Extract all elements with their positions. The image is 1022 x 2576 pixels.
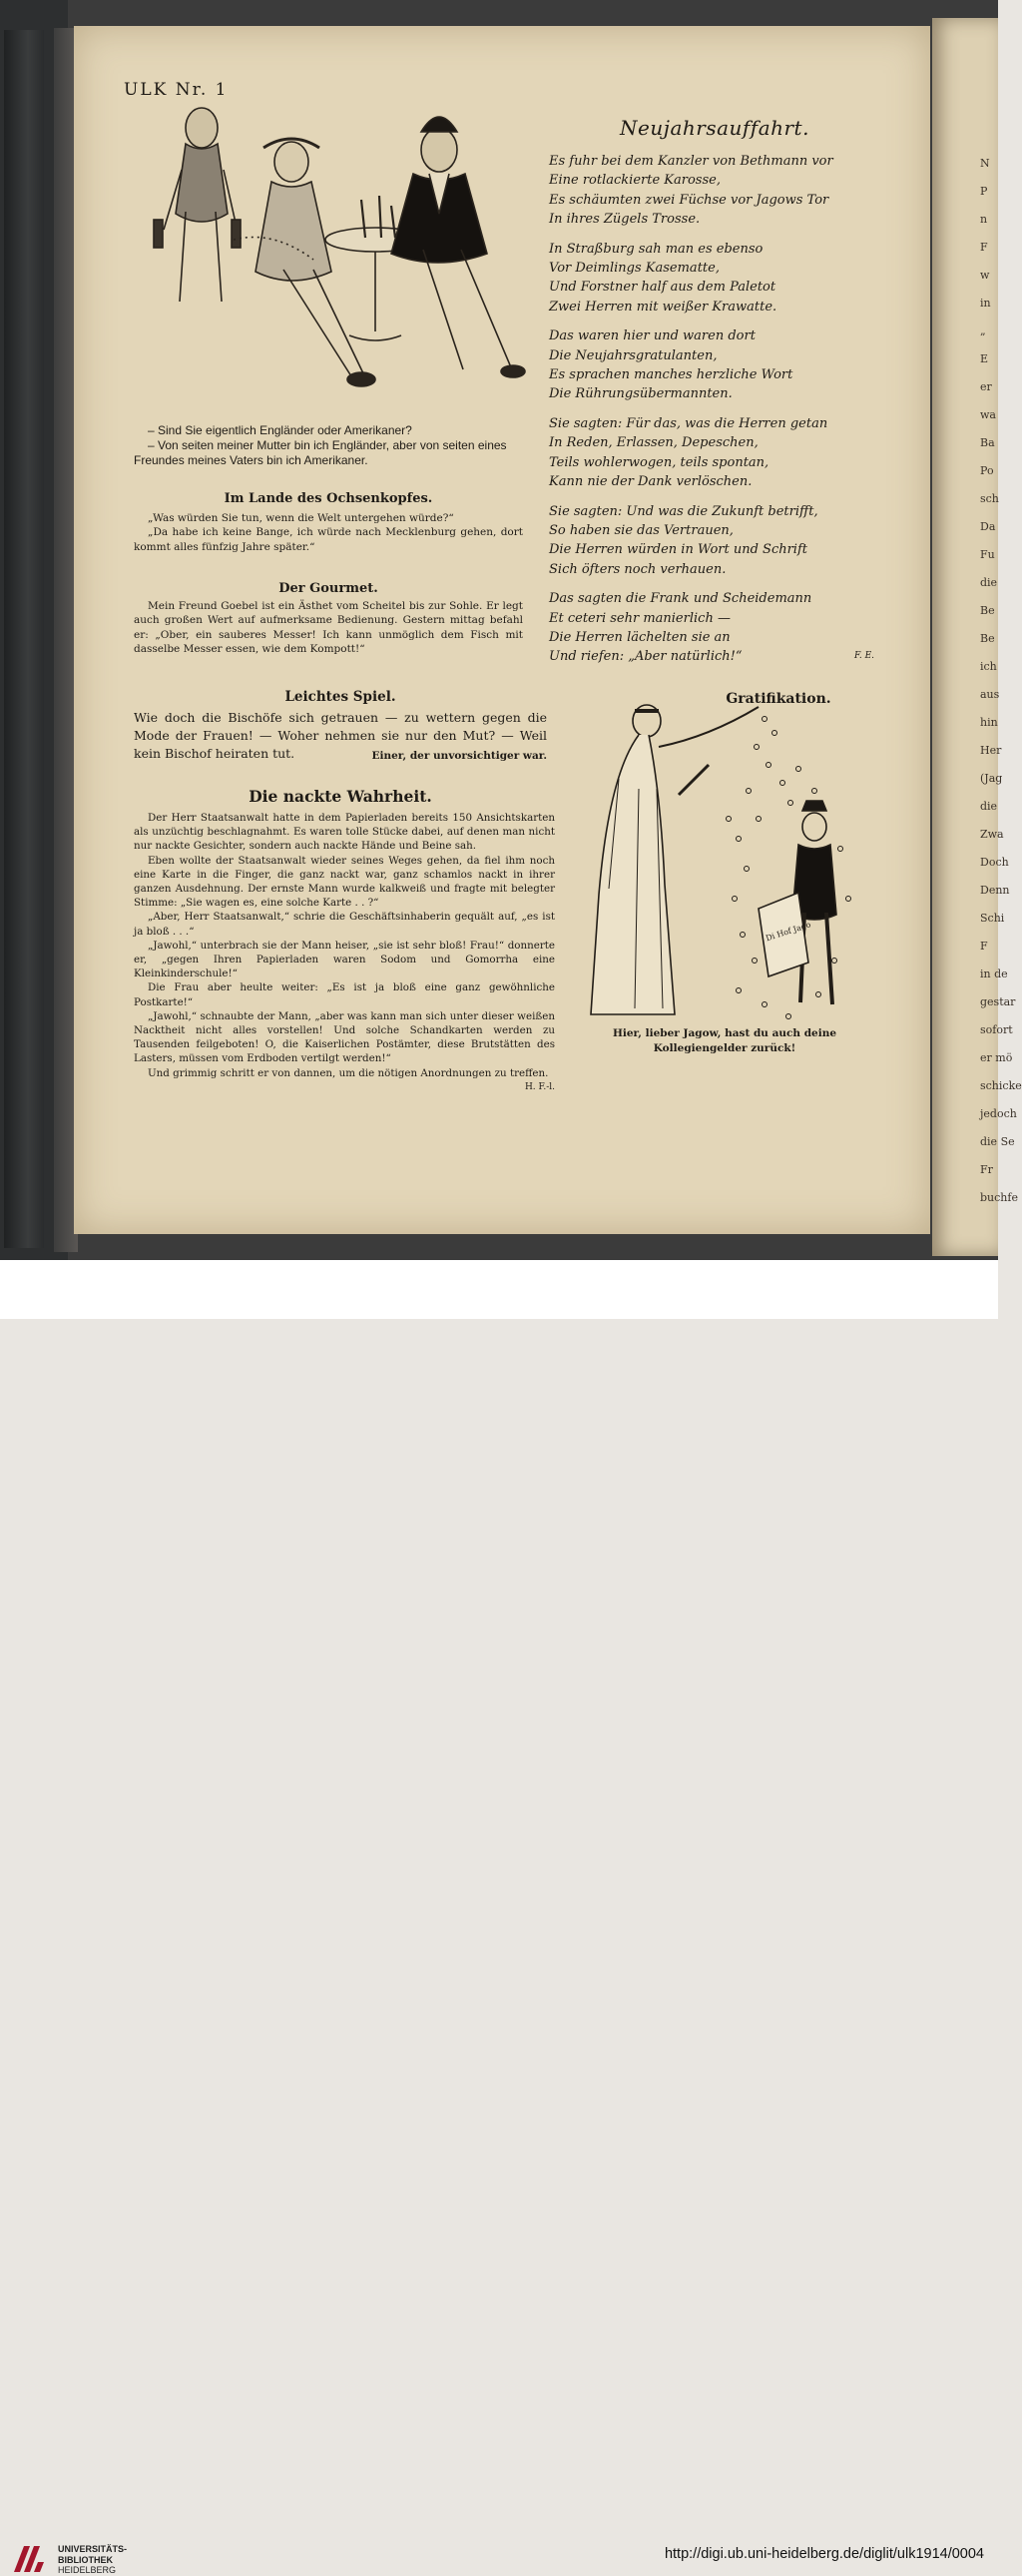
poem-line: Et ceteri sehr manierlich — [549,610,731,626]
gratifikation-caption: Hier, lieber Jagow, hast du auch deine Kollegiengelder zurück! [612,1027,837,1054]
paper-label: Di Hof Jago [765,920,812,944]
poem-line: Die Rührungsübermannten. [549,386,733,402]
poem-line: Die Herren lächelten sie an [549,629,731,645]
next-page-fragment: P [980,185,988,198]
library-line: HEIDELBERG [58,2565,117,2575]
next-page-fragment: die Se [980,1135,1015,1148]
leichtes-spiel-title: Leichtes Spiel. [284,689,396,705]
source-url-link[interactable]: http://digi.ub.uni-heidelberg.de/diglit/ulk1914/0004 [664,2546,984,2562]
next-page-fragment: er [980,380,992,393]
library-name [58,2544,127,2576]
next-page-fragment: die [980,800,998,813]
ochsenkopf-title: Im Lande des Ochsenkopfes. [224,491,433,506]
poem-line: Eine rotlackierte Karosse, [549,173,721,189]
next-page-fragment: Fu [980,548,995,561]
next-page-fragment: Schi [980,912,1005,925]
next-page-fragment: Po [980,464,994,477]
poem-stanza [549,502,874,580]
next-page-fragment: w [980,269,990,282]
poem-body [549,152,874,677]
poem-stanza [549,240,874,318]
poem-line: In ihres Zügels Trosse. [549,212,701,228]
poem-stanza [549,589,874,667]
poem-stanza [549,326,874,404]
ochsenkopf-answer: „Da habe ich keine Bange, ich würde nach Mecklenburg gehen, dort kommt alles fünfzig Jahre später.“ [134,526,523,553]
gratifikation-illustration [579,699,868,1028]
poem-line: Die Neujahrsgratulanten, [549,347,718,363]
poem-line: In Reden, Erlassen, Depeschen, [549,435,759,451]
leichtes-spiel-signature: Einer, der unvorsichtiger war. [371,750,547,762]
ochsenkopf-text [134,511,523,554]
gourmet-text: Mein Freund Goebel ist ein Ästhet vom Scheitel bis zur Sohle. Er legt auch großen Wert auf aufmerksame Bedienung. Gestern mittag befahl er: „Ober, ein sauberes Messer! Ich kann unmöglich dem Fisch mit dasselbe Messer essen, wie dem Kompott!“ [134,600,523,656]
next-page-fragment: in de [980,967,1008,980]
cartoon-caption [134,423,523,468]
poem-line: So haben sie das Vertrauen, [549,522,734,538]
cafe-cartoon-illustration [124,100,535,399]
next-page-fragment: N [980,157,990,170]
next-page-fragment: ich [980,660,997,673]
gourmet-title: Der Gourmet. [278,581,378,596]
poem-line: Vor Deimlings Kasematte, [549,261,720,277]
next-page-fragment: Be [980,604,995,617]
scan-area [0,0,1022,1260]
next-page-fragment: die [980,576,998,589]
leichtes-spiel-text: Wie doch die Bischöfe sich getrauen — zu wettern gegen die Mode der Frauen! — Woher nehmen sie nur den Mut? — Weil kein Bischof heiraten tut. [134,710,547,761]
poem-stanza [549,152,874,230]
wahrheit-signature: H. F.-l. [524,1081,555,1092]
next-page-edge [932,18,1022,1256]
caption-question: – Sind Sie eigentlich Engländer oder Amerikaner? [148,423,412,437]
leichtes-spiel-block [134,709,547,765]
next-page-fragment: wa [980,408,996,421]
poem-line: Kann nie der Dank verlöschen. [549,474,753,490]
next-page-fragment: F [980,940,988,953]
wahrheit-paragraph: „Jawohl,“ schnaubte der Mann, „aber was kann man sich unter dieser weißen Nacktheit nicht alles vorstellen! Und solche Schandkarten werden zu Tausenden feilgeboten! O, die Kaiserlichen Postämter, diese Brutstätten des Lasters, müssen vom Erdboden vertilgt werden!“ [134,1009,555,1065]
next-page-fragment: Zwa [980,828,1004,841]
wahrheit-paragraph: „Aber, Herr Staatsanwalt,“ schrie die Geschäftsinhaberin gequält auf, „es ist ja bloß . . .“ [134,911,555,938]
nackte-wahrheit-title: Die nackte Wahrheit. [249,787,432,806]
next-page-fragment: hin [980,716,998,729]
next-page-fragment: jedoch [980,1107,1017,1120]
poem-line: Und riefen: „Aber natürlich!“ [549,649,743,665]
poem-line: Das waren hier und waren dort [549,328,756,344]
library-line: BIBLIOTHEK [58,2554,113,2565]
nackte-wahrheit-text [134,811,555,1094]
university-library-logo-icon [12,2542,46,2576]
poem-line: Es schäumten zwei Füchse vor Jagows Tor [549,192,829,208]
poem-line: Sie sagten: Für das, was die Herren getan [549,415,828,431]
next-page-fragment: Doch [980,856,1009,869]
wahrheit-paragraph: Eben wollte der Staatsanwalt wieder seines Weges gehen, da fiel ihm noch eine Karte in die Finger, die ganz nackt war, ganz schamlos nackt in ihrer ganzen Ausdehnung. Der ernste Mann wurde kalkweiß und fragte mit belegter Stimme: „Sie wagen es, eine solche Karte . . ?“ [134,854,555,910]
footer-bar [0,1260,998,2575]
poem-line: Es fuhr bei dem Kanzler von Bethmann vor [549,154,833,169]
next-page-fragment: sofort [980,1023,1013,1036]
next-page-fragment: „ [980,324,986,337]
poem-line: Die Herren würden in Wort und Schrift [549,542,808,558]
next-page-fragment: F [980,241,988,254]
poem-line: Zwei Herren mit weißer Krawatte. [549,299,777,315]
poem-stanza [549,414,874,492]
next-page-fragment: buchfe [980,1191,1018,1204]
poem-line: Teils wohlerwogen, teils spontan, [549,454,769,470]
next-page-fragment: aus [980,688,1000,701]
next-page-fragment: sch [980,492,999,505]
next-page-fragment: Be [980,632,995,645]
issue-label: ULK Nr. 1 [124,80,229,100]
next-page-fragment: Da [980,520,996,533]
next-page-fragment: Fr [980,1163,993,1176]
poem-line: Sich öfters noch verhauen. [549,561,727,577]
poem-title: Neujahrsauffahrt. [620,116,809,140]
next-page-fragment: Denn [980,884,1010,897]
poem-line: Und Forstner half aus dem Paletot [549,280,776,296]
poem-line: In Straßburg sah man es ebenso [549,241,764,257]
caption-answer: – Von seiten meiner Mutter bin ich Engländer, aber von seiten eines Freundes meines Vaters bin ich Amerikaner. [134,438,507,467]
next-page-fragment: n [980,213,988,226]
next-page-fragment: gestar [980,995,1016,1008]
wahrheit-paragraph: „Jawohl,“ unterbrach sie der Mann heiser, „sie ist sehr bloß! Frau!“ donnerte er, „gegen Ihren Papierladen waren Sodom und Gomorrha eine Kleinkinderschule!“ [134,939,555,980]
poem-line: Das sagten die Frank und Scheidemann [549,591,812,607]
poem-line: Sie sagten: Und was die Zukunft betrifft, [549,503,818,519]
next-page-fragment: er mö [980,1051,1013,1064]
next-page-fragment: E [980,352,989,365]
next-page-fragment: Ba [980,436,995,449]
ochsenkopf-question: „Was würden Sie tun, wenn die Welt untergehen würde?“ [148,512,454,524]
wahrheit-paragraph: Und grimmig schritt er von dannen, um die nötigen Anordnungen zu treffen. [148,1066,549,1079]
next-page-fragment: schicke [980,1079,1022,1092]
wahrheit-paragraph: Die Frau aber heulte weiter: „Es ist ja bloß eine ganz gewöhnliche Postkarte!“ [134,981,555,1008]
next-page-fragment: Her [980,744,1002,757]
wahrheit-paragraph: Der Herr Staatsanwalt hatte in dem Papierladen bereits 150 Ansichtskarten als unzüchtig beschlagnahmt. Es waren tolle Stücke dabei, auf denen man nicht nur nackte Gesichter, sondern auch nackte Hände und Beine sah. [134,812,555,853]
library-line: UNIVERSITÄTS- [58,2544,128,2554]
next-page-fragment: (Jag [980,772,1003,785]
poem-line: Es sprachen manches herzliche Wort [549,367,793,383]
poem-signature: F. E. [854,651,874,662]
next-page-fragment: in [980,297,991,310]
gratifikation-title: Gratifikation. [726,691,831,707]
